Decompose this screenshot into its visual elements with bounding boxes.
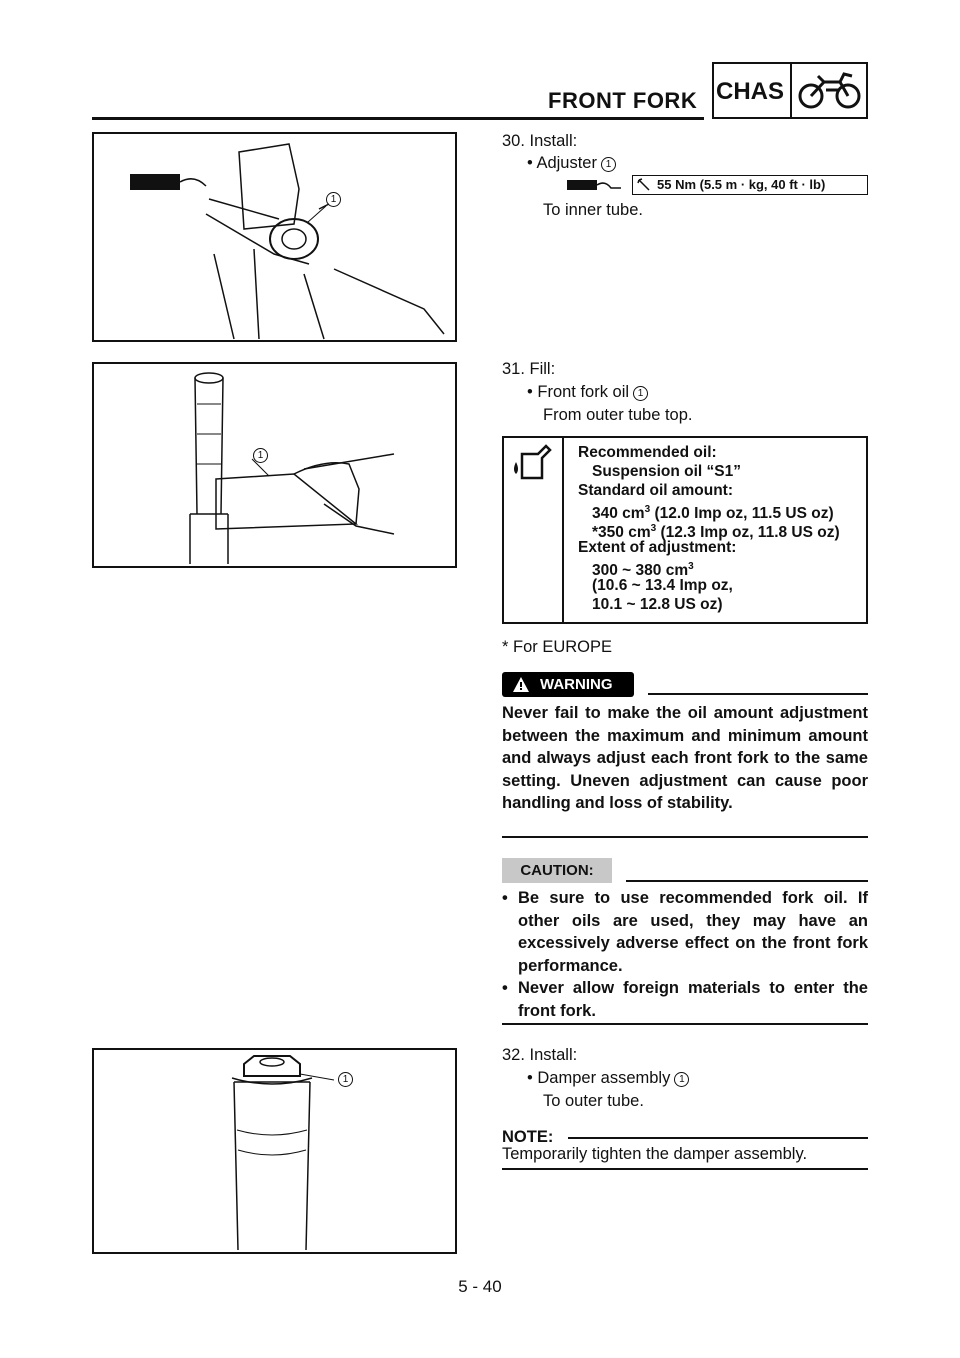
- step-32-item: • Damper assembly 1: [527, 1067, 689, 1089]
- oil-spec-divider: [562, 436, 564, 624]
- warning-label: WARNING: [540, 676, 613, 693]
- motorcycle-icon: [796, 68, 864, 114]
- callout-1: 1: [601, 157, 616, 172]
- step-31-note: From outer tube top.: [543, 406, 693, 424]
- spec-standard-label: Standard oil amount:: [578, 482, 733, 499]
- spec-extent-us: 10.1 ~ 12.8 US oz): [592, 596, 723, 613]
- spec-recommended-value: Suspension oil “S1”: [592, 463, 741, 480]
- warning-badge: [502, 672, 634, 697]
- note-rule-bottom: [502, 1168, 868, 1170]
- figure-adjuster: [92, 132, 457, 342]
- callout-1: 1: [338, 1072, 353, 1087]
- warning-rule-top: [648, 693, 868, 695]
- step-30-item-label: Adjuster: [536, 154, 597, 172]
- spec-standard-value: 340 $cm^3$ (12.0 Imp oz, 11.5 US oz): [592, 504, 834, 523]
- step-32-heading: 32. Install:: [502, 1046, 578, 1064]
- note-label: NOTE:: [502, 1128, 554, 1146]
- section-box-divider: [790, 62, 792, 119]
- thread-locker-icon: [565, 176, 625, 194]
- oil-can-icon: [508, 444, 558, 484]
- step-31-item: • Front fork oil 1: [527, 381, 648, 403]
- header-rule: [92, 117, 704, 120]
- step-32-item-label: Damper assembly: [537, 1069, 671, 1087]
- note-text: Temporarily tighten the damper assembly.: [502, 1145, 808, 1163]
- page-number: 5 - 40: [458, 1277, 502, 1296]
- caution-bullet-2: • Never allow foreign materials to enter the front fork.: [502, 979, 868, 1020]
- caution-rule-top: [626, 880, 868, 882]
- note-rule-top: [568, 1137, 868, 1139]
- fork-oil-illustration: [94, 364, 455, 566]
- caution-rule-bottom: [502, 1023, 868, 1025]
- spec-extent-imp: (10.6 ~ 13.4 Imp oz,: [592, 577, 733, 594]
- section-label: CHAS: [716, 78, 785, 105]
- torque-spec: [632, 175, 868, 195]
- adjuster-illustration: [94, 134, 455, 340]
- callout-1: 1: [253, 448, 268, 463]
- figure-damper: [92, 1048, 457, 1254]
- callout-1: 1: [326, 192, 341, 207]
- torque-value: 55 Nm (5.5 m · kg, 40 ft · lb): [657, 177, 826, 192]
- step-30-heading: 30. Install:: [502, 132, 578, 150]
- damper-illustration: [94, 1050, 455, 1252]
- torque-wrench-icon: [637, 178, 651, 192]
- figure-fork-oil: [92, 362, 457, 568]
- warning-rule-bottom: [502, 836, 868, 838]
- page-title: FRONT FORK: [548, 88, 698, 113]
- warning-text: Never fail to make the oil amount adjustment between the maximum and minimum amount and always adjust each front fork to the same setting. Uneven adjustment can cause poor handling and loss of stability.: [502, 704, 868, 812]
- callout-1: 1: [633, 386, 648, 401]
- spec-standard-value-europe: *350 $cm^3$ (12.3 Imp oz, 11.8 US oz): [592, 523, 840, 542]
- step-30-item: • Adjuster 1: [527, 152, 616, 174]
- callout-1: 1: [674, 1072, 689, 1087]
- spec-recommended-label: Recommended oil:: [578, 444, 717, 461]
- warning-icon: [512, 676, 530, 693]
- step-30-note: To inner tube.: [543, 201, 643, 219]
- step-31-item-label: Front fork oil: [537, 383, 630, 401]
- step-32-note: To outer tube.: [543, 1092, 644, 1110]
- spec-extent-label: Extent of adjustment:: [578, 539, 737, 556]
- footnote: * For EUROPE: [502, 638, 613, 656]
- spec-extent-value: 300 ~ 380 $cm^3$: [592, 561, 694, 580]
- caution-bullet-1: • Be sure to use recommended fork oil. If other oils are used, they may have an excessively adverse effect on the front fork performance.: [502, 889, 868, 975]
- step-31-heading: 31. Fill:: [502, 360, 556, 378]
- caution-label: CAUTION:: [502, 858, 612, 883]
